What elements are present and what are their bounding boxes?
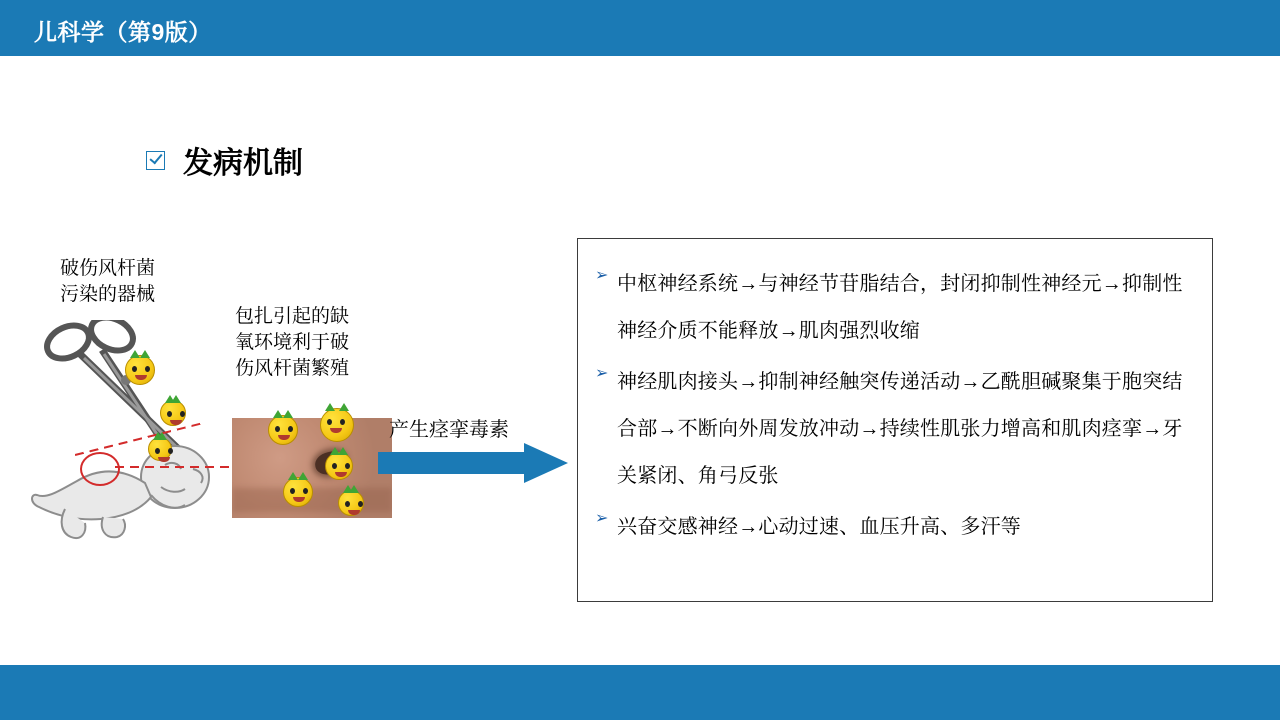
germ-eyes (326, 419, 346, 425)
leader-line-lower (115, 466, 250, 468)
germ-mouth (330, 428, 342, 433)
germ-eyes (131, 366, 151, 372)
list-item (592, 359, 1198, 500)
illustration-group (20, 240, 580, 560)
tetanus-bacillus-character-icon (148, 437, 172, 461)
checkbox-checked-icon (146, 151, 165, 170)
header-title: 儿科学（第9版） (34, 19, 212, 45)
mechanism-item-text: 中枢神经系统→与神经节苷脂结合，封闭抑制性神经元→抑制性神经介质不能释放→肌肉强烈收缩 (617, 273, 1183, 342)
list-item (592, 261, 1198, 355)
tetanus-bacillus-character-icon (125, 355, 155, 385)
tetanus-bacillus-character-icon (325, 452, 353, 480)
mechanism-item-text: 神经肌肉接头→抑制神经触突传递活动→乙酰胆碱聚集于胞突结合部→不断向外周发放冲动→持续性肌张力增高和肌肉痉挛→牙关紧闭、角弓反张 (617, 371, 1183, 487)
footer-bar (0, 665, 1280, 720)
germ-eyes (274, 426, 294, 432)
arrow-bullet-icon: ➢ (595, 510, 609, 527)
germ-mouth (335, 472, 347, 477)
arrow-bullet-icon: ➢ (595, 365, 609, 382)
tetanus-bacillus-character-icon (160, 400, 186, 426)
arrow-bullet-icon: ➢ (595, 267, 609, 284)
germ-mouth (293, 497, 305, 502)
germ-mouth (135, 375, 147, 380)
tetanus-bacillus-character-icon (320, 408, 354, 442)
section-heading-label: 发病机制 (183, 147, 303, 180)
arrow-shaft (378, 452, 526, 474)
list-item (592, 504, 1198, 551)
germ-eyes (154, 448, 174, 454)
tetanus-bacillus-character-icon (283, 477, 313, 507)
newborn-opisthotonus-icon (25, 425, 245, 545)
germ-eyes (344, 501, 364, 507)
germ-mouth (278, 435, 290, 440)
tetanus-bacillus-character-icon (338, 490, 364, 516)
right-arrow-icon (378, 443, 568, 483)
germ-eyes (166, 411, 186, 417)
umbilical-wound-photo (232, 418, 392, 518)
mechanism-text-box (577, 238, 1213, 602)
mechanism-item-text: 兴奋交感神经→心动过速、血压升高、多汗等 (617, 516, 1021, 538)
caption-anaerobic-environment: 包扎引起的缺 氧环境利于破 伤风杆菌繁殖 (235, 306, 350, 379)
germ-eyes (331, 463, 351, 469)
caption-contaminated-instruments: 破伤风杆菌 污染的器械 (60, 258, 156, 305)
arrow-head (524, 443, 568, 483)
tetanus-bacillus-character-icon (268, 415, 298, 445)
section-heading (146, 138, 303, 182)
wound-marker-circle (80, 452, 120, 486)
arrow-label: 产生痉挛毒素 (389, 419, 509, 441)
germ-eyes (289, 488, 309, 494)
header-bar (0, 0, 1280, 56)
